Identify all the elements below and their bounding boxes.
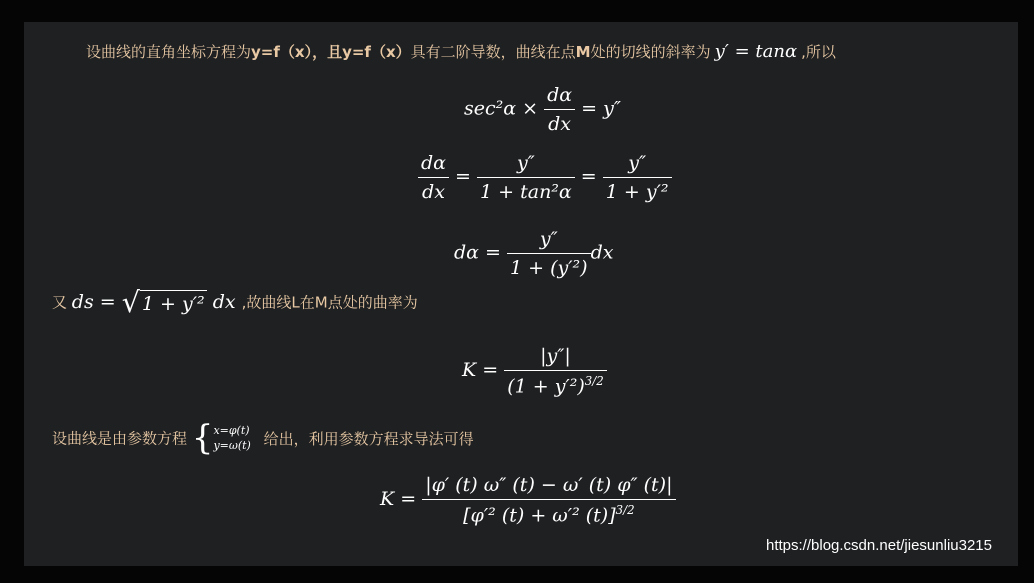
arc-rhs: dx [212, 290, 236, 313]
parametric-line [52, 418, 474, 458]
equation-4 [462, 345, 607, 397]
eq2-left-numerator: dα [418, 152, 449, 178]
eq3-rhs: dx [590, 241, 614, 264]
slope-formula: y′ = tanα [714, 41, 798, 62]
eq1-rhs: = y″ [581, 97, 621, 120]
eq5-den-base: [φ′² (t) + ω′² (t)] [463, 504, 616, 527]
equation-2 [418, 152, 672, 203]
eq2-middle-denominator: 1 + tan²α [480, 181, 572, 203]
equation-3 [454, 228, 613, 279]
eq2-equals-2: = [580, 165, 597, 188]
eq2-right-fraction [603, 152, 672, 203]
arc-prefix: 又 [52, 293, 68, 312]
eq1-lhs: sec²α × [464, 97, 539, 120]
param-prefix: 设曲线是由参数方程 [52, 429, 188, 448]
intro-text-g: ,所以 [801, 43, 836, 61]
arc-length-line [52, 286, 418, 319]
radical-sign: √ [121, 286, 140, 319]
eq2-middle-numerator: y″ [477, 152, 575, 178]
arc-suffix: ,故曲线L在M点处的曲率为 [241, 293, 418, 312]
watermark: https://blog.csdn.net/jiesunliu3215 [766, 537, 992, 554]
intro-text-b: y=f（x），且 [251, 43, 343, 61]
intro-text-e: M [575, 43, 591, 61]
eq4-lhs: K = [462, 359, 499, 382]
eq2-left-fraction [418, 152, 449, 203]
eq5-fraction [422, 474, 675, 526]
intro-text-f: 处的切线的斜率为 [590, 43, 711, 61]
intro-text-c: y=f（x） [342, 43, 411, 61]
eq4-den-base: (1 + y′²) [507, 375, 585, 398]
system-eq-y: y=ω(t) [213, 439, 251, 452]
eq2-left-denominator: dx [422, 181, 445, 203]
left-brace: { [191, 418, 214, 458]
param-suffix: 给出，利用参数方程求导法可得 [263, 429, 474, 448]
eq2-right-numerator: y″ [603, 152, 672, 178]
intro-text-d: 具有二阶导数，曲线在点 [410, 43, 576, 61]
eq1-fraction [544, 84, 575, 135]
eq5-numerator: |φ′ (t) ω″ (t) − ω′ (t) φ″ (t)| [422, 474, 675, 500]
eq1-denominator: dx [548, 113, 572, 135]
radicand: 1 + y′² [140, 290, 207, 315]
intro-line [86, 41, 836, 62]
arc-lhs: ds = [71, 290, 116, 313]
eq3-fraction [507, 228, 591, 279]
equation-1 [464, 84, 621, 135]
intro-text-a: 设曲线的直角坐标方程为 [86, 43, 252, 61]
eq2-right-denominator: 1 + y′² [605, 181, 669, 203]
eq3-numerator: y″ [507, 228, 591, 254]
eq5-denominator [422, 500, 675, 526]
eq1-numerator: dα [544, 84, 575, 110]
system-eq-x: x=φ(t) [213, 424, 250, 437]
eq5-exponent: 3/2 [615, 503, 635, 517]
eq5-lhs: K = [380, 488, 417, 511]
sqrt-symbol [122, 286, 207, 319]
equation-5 [380, 474, 676, 526]
eq4-fraction [504, 345, 607, 397]
parametric-system [192, 418, 251, 458]
eq4-numerator: |y″| [504, 345, 607, 371]
eq4-exponent: 3/2 [584, 374, 604, 388]
arc-length-formula [71, 286, 242, 319]
eq2-equals-1: = [455, 165, 471, 188]
eq2-middle-fraction [477, 152, 575, 203]
eq3-lhs: dα = [454, 241, 501, 264]
eq3-denominator: 1 + (y′²) [510, 257, 588, 279]
eq4-denominator [504, 371, 607, 397]
